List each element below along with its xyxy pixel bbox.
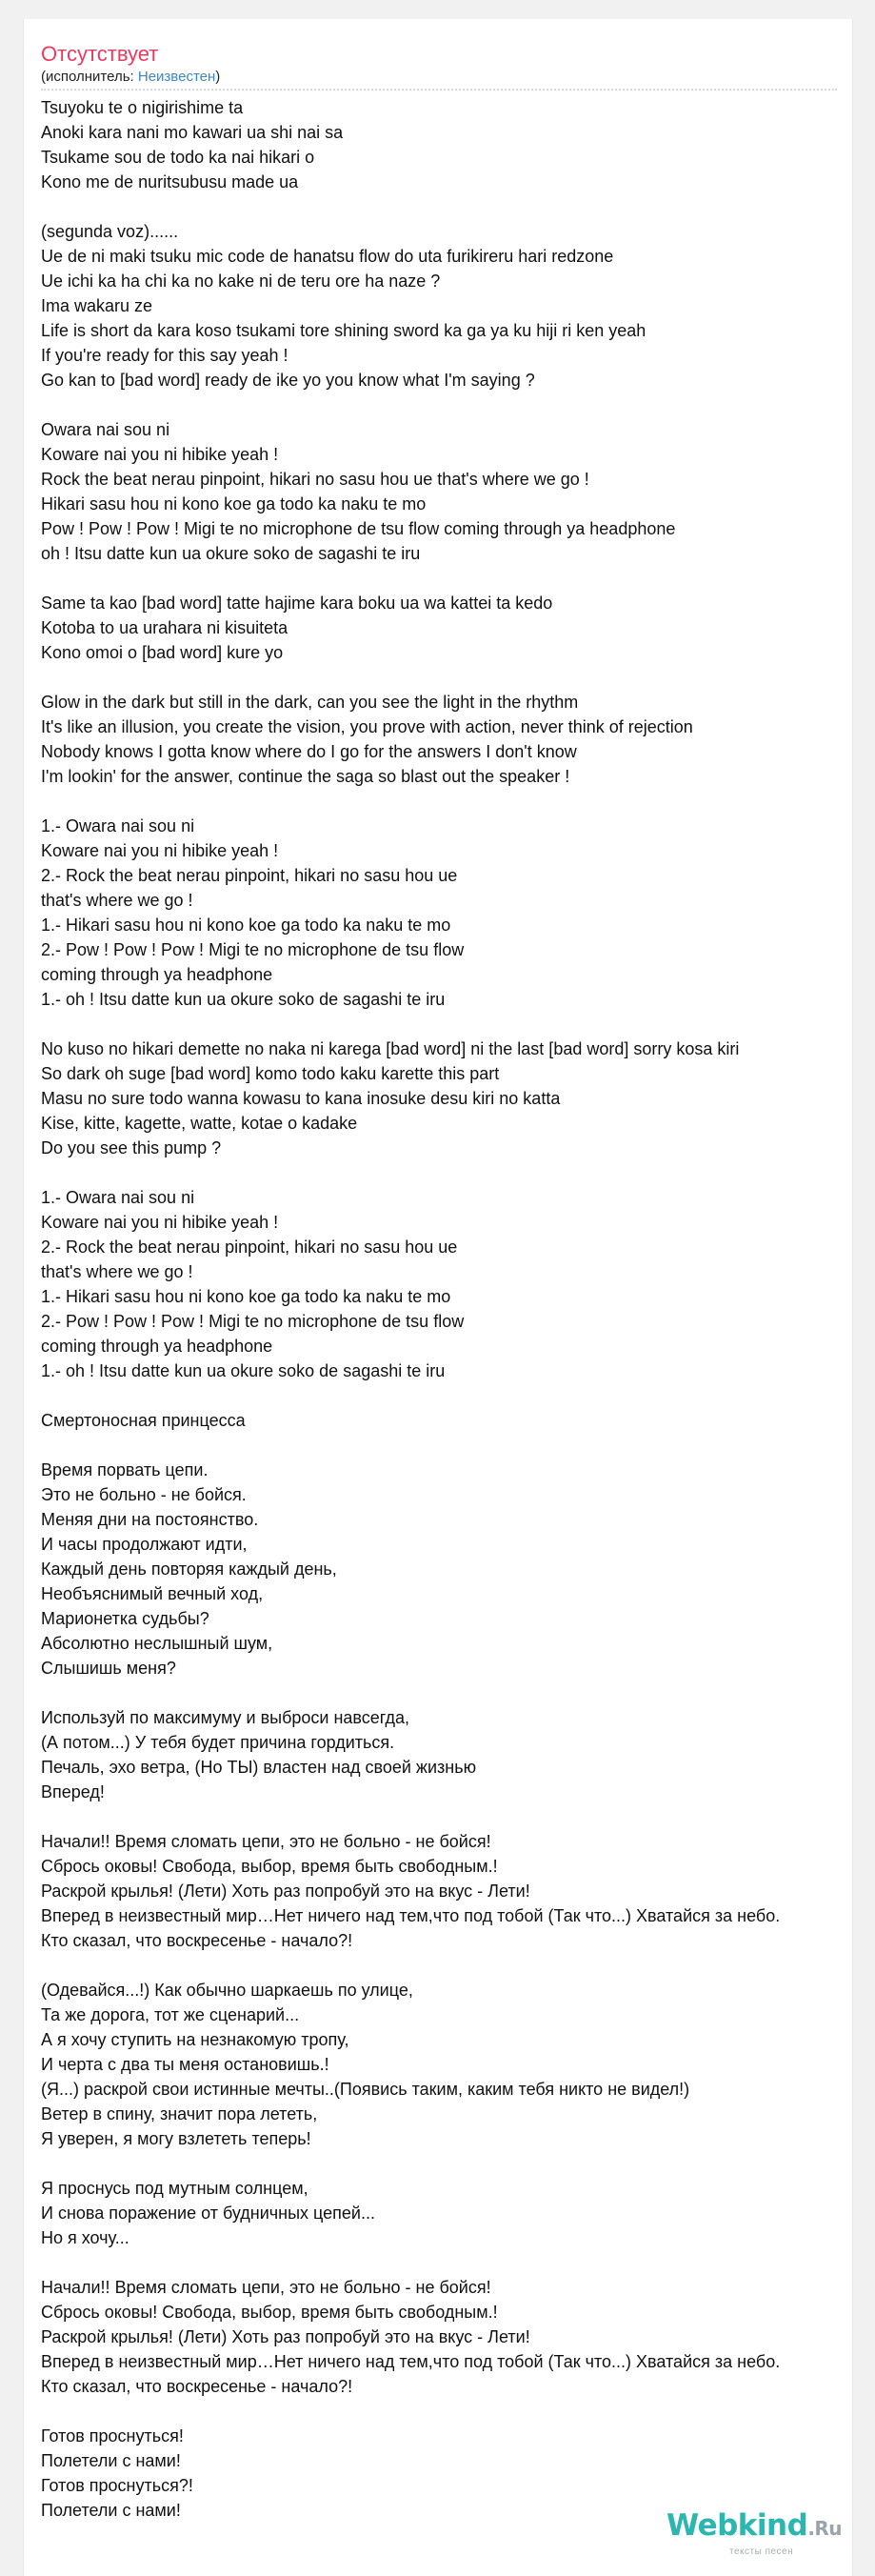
logo-tld: .Ru bbox=[807, 2517, 843, 2540]
performer-line bbox=[41, 69, 220, 85]
logo-tagline: тексты песен bbox=[729, 2546, 794, 2557]
header-divider bbox=[41, 89, 837, 91]
performer-suffix: ) bbox=[215, 69, 221, 85]
lyrics-text: Tsuyoku te o nigirishime ta Anoki kara nani mo kawari ua shi nai sa Tsukame sou de todo ka nai hikari o Kono me de nuritsubusu made ua (segunda voz)...... Ue de ni maki tsuku mic code de hanatsu flow do uta furikireru hari redzone Ue ichi ka ha chi ka no kake ni de teru ore ha naze ? Ima wakaru ze Life is short da kara koso tsukami tore shining sword ka ga ya ku hiji ri ken yeah If you're ready for this say yeah ! Go kan to [bad word] ready de ike yo you know what I'm saying ? Owara nai sou ni Koware nai you ni hibike yeah ! Rock the beat nerau pinpoint, hikari no sasu hou ue that's where we go ! Hikari sasu hou ni kono koe ga todo ka naku te mo Pow ! Pow ! Pow ! Migi te no microphone de tsu flow coming through ya headphone oh ! Itsu datte kun ua okure soko de sagashi te iru Same ta kao [bad word] tatte hajime kara boku ua wa kattei ta kedo Kotoba to ua urahara ni kisuiteta Kono omoi o [bad word] kure yo Glow in the dark but still in the dark, can you see the light in the rhythm It's like an illusion, you create the vision, you prove with action, never think of rejection Nobody knows I gotta know where do I go for the answers I don't know I'm lookin' for the answer, continue the saga so blast out the speaker ! 1.- Owara nai sou ni Koware nai you ni hibike yeah ! 2.- Rock the beat nerau pinpoint, hikari no sasu hou ue that's where we go ! 1.- Hikari sasu hou ni kono koe ga todo ka naku te mo 2.- Pow ! Pow ! Pow ! Migi te no microphone de tsu flow coming through ya headphone 1.- oh ! Itsu datte kun ua okure soko de sagashi te iru No kuso no hikari demette no naka ni karega [bad word] ni the last [bad word] sorry kosa kiri So dark oh suge [bad word] komo todo kaku karette this part Masu no sure todo wanna kowasu to kana inosuke desu kiri no katta Kise, kitte, kagette, watte, kotae o kadake Do you see this pump ? 1.- Owara nai sou ni Koware nai you ni hibike yeah ! 2.- Rock the beat nerau pinpoint, hikari no sasu hou ue that's where we go ! 1.- Hikari sasu hou ni kono koe ga todo ka naku te mo 2.- Pow ! Pow ! Pow ! Migi te no microphone de tsu flow coming through ya headphone 1.- oh ! Itsu datte kun ua okure soko de sagashi te iru Смертоносная принцесса Время порвать цепи. Это не больно - не бойся. Меняя дни на постоянство. И часы продолжают идти, Каждый день повторяя каждый день, Необъяснимый вечный ход, Марионетка судьбы? Абсолютно неслышный шум, Слышишь меня? Используй по максимуму и выброси навсегда, (А потом...) У тебя будет причина гордиться. Печаль, эхо ветра, (Но ТЫ) властен над своей жизнью Вперед! Начали!! Время сломать цепи, это не больно - не бойся! Сбрось оковы! Свобода, выбор, время быть свободным.! Раскрой крылья! (Лети) Хоть раз попробуй это на вкус - Лети! Вперед в неизвестный мир…Нет ничего над тем,что под тобой (Так что...) Хватайся за небо. Кто сказал, что воскресенье - начало?! (Одевайся...!) Как обычно шаркаешь по улице, Та же дорога, тот же сценарий... А я хочу ступить на незнакомую тропу, И черта с два ты меня остановишь.! (Я...) раскрой свои истинные мечты..(Появись таким, каким тебя никто не видел!) Ветер в спину, значит пора лететь, Я уверен, я могу взлететь теперь! Я проснусь под мутным солнцем, И снова поражение от будничных цепей... Но я хочу... Начали!! Время сломать цепи, это не больно - не бойся! Сбрось оковы! Свобода, выбор, время быть свободным.! Раскрой крылья! (Лети) Хоть раз попробуй это на вкус - Лети! Вперед в неизвестный мир…Нет ничего над тем,что под тобой (Так что...) Хватайся за небо. Кто сказал, что воскресенье - начало?! Готов проснуться! Полетели с нами! Готов проснуться?! Полетели с нами! bbox=[41, 98, 781, 2520]
lyrics-card bbox=[23, 19, 853, 2576]
logo-wordmark bbox=[666, 2508, 842, 2543]
webkind-logo[interactable] bbox=[666, 2508, 857, 2566]
performer-link[interactable]: Неизвестен bbox=[137, 69, 216, 85]
logo-brand: Webkind bbox=[666, 2508, 808, 2543]
performer-prefix: (исполнитель: bbox=[41, 69, 138, 85]
page-title: Отсутствует bbox=[41, 42, 159, 66]
